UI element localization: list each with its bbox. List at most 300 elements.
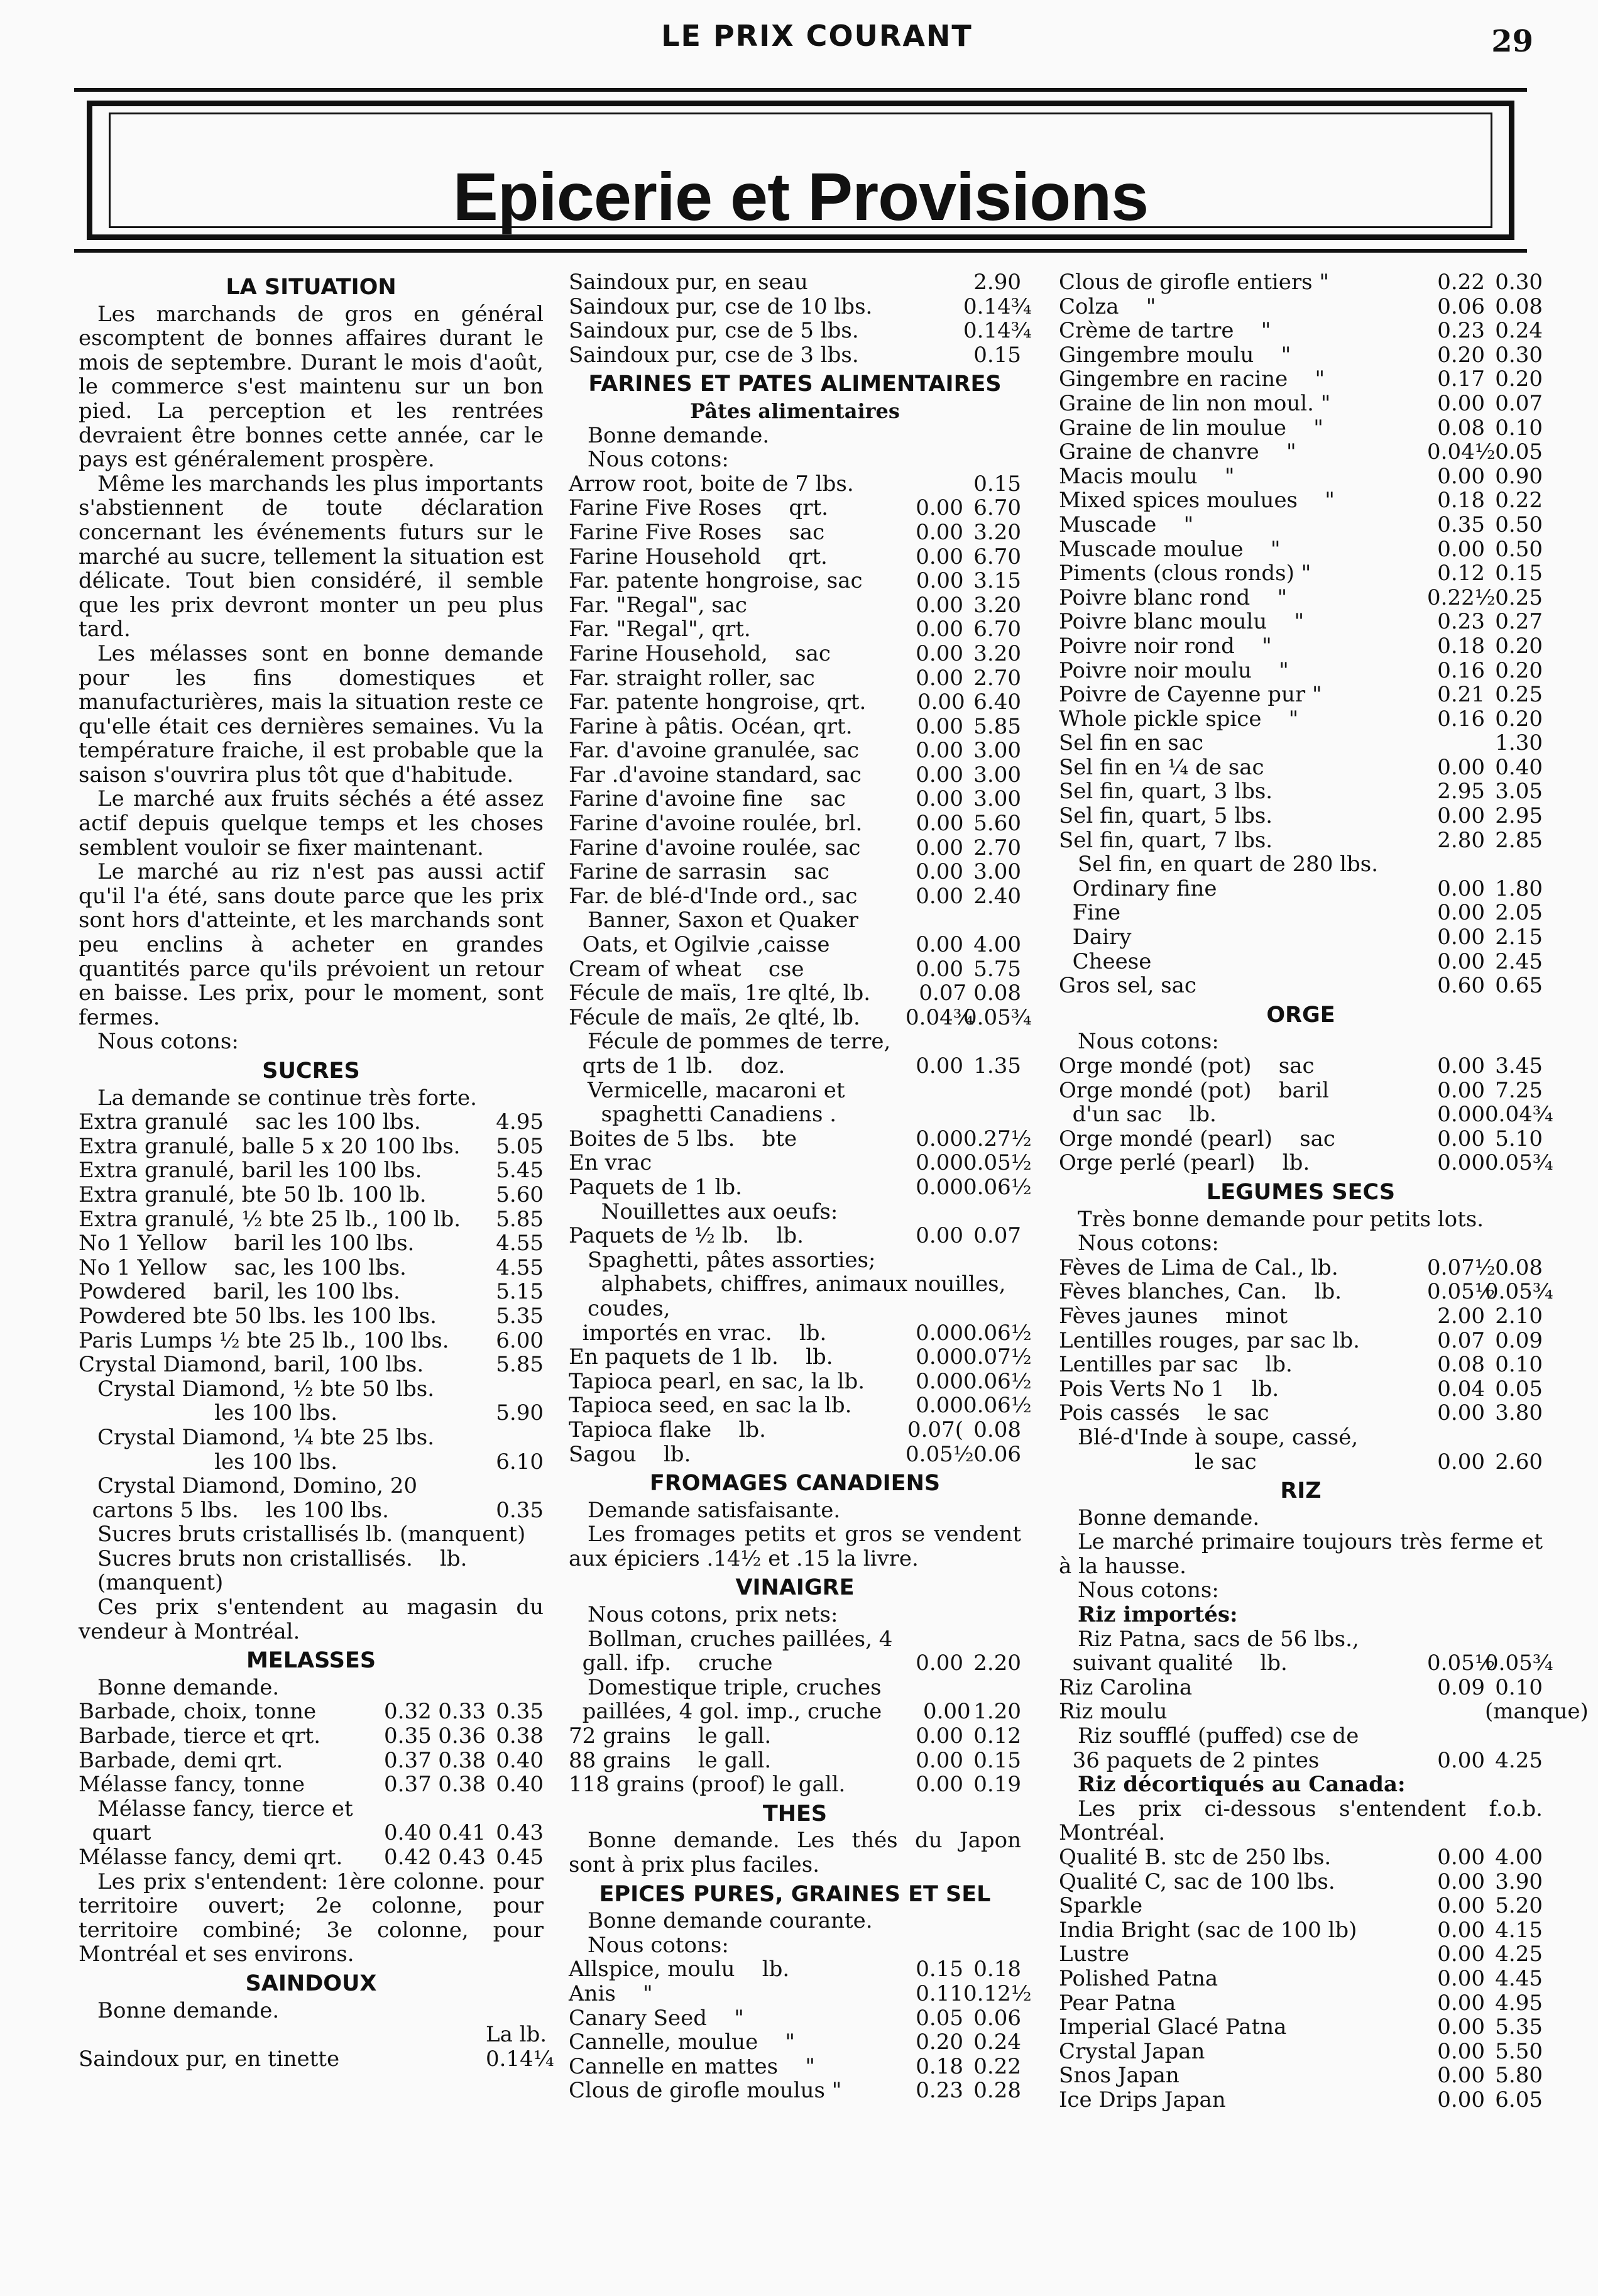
item-label: Ordinary fine xyxy=(1059,876,1217,901)
text-line: Nous cotons: xyxy=(588,1932,729,1958)
price-col-2: 0.00 xyxy=(916,1344,963,1370)
text-line: Crystal Diamond, ½ bte 50 lbs. xyxy=(97,1376,435,1402)
price-col-3: 3.05 xyxy=(1495,779,1543,805)
price-col-1: 0.40 xyxy=(384,1820,432,1846)
price-col-3: 0.27 xyxy=(1495,609,1543,635)
price-row xyxy=(79,1183,544,1207)
price-col-2: 0.07 xyxy=(919,980,967,1006)
price-col-1: 0.42 xyxy=(384,1845,432,1870)
price-col-2: 0.00 xyxy=(916,811,964,837)
price-row xyxy=(569,811,1021,836)
price-row xyxy=(1059,707,1543,732)
subheading-line: Riz décortiqués au Canada: xyxy=(1078,1772,1406,1798)
item-label: Sel fin, quart, 7 lbs. xyxy=(1059,827,1273,853)
price-col-3: 0.06½ xyxy=(963,1174,1032,1200)
price-col-3: 5.90 xyxy=(496,1400,544,1426)
price-col-2: 0.00 xyxy=(916,859,963,885)
price-row xyxy=(1059,1699,1589,1725)
text-line: Nouillettes aux oeufs: xyxy=(588,1199,838,1224)
price-row xyxy=(1059,416,1543,441)
price-row xyxy=(1059,2088,1543,2112)
price-row xyxy=(1059,2063,1543,2088)
price-col-2: 0.16 xyxy=(1437,706,1485,732)
price-col-2: 0.21 xyxy=(1437,682,1485,708)
text-line: Demande satisfaisante. xyxy=(588,1497,841,1523)
price-col-2: 0.00 xyxy=(1437,1917,1485,1943)
price-row xyxy=(79,1231,544,1256)
price-row xyxy=(1059,1329,1543,1353)
price-row xyxy=(1059,1150,1553,1176)
paragraph: Les prix s'entendent: 1ère colonne. pour territoire ouvert; 2e colonne, pour territoire combiné; 3e colonne, pour Montréal et ses environs. xyxy=(79,1869,544,1967)
price-col-2: 0.11 xyxy=(916,1980,963,2006)
price-col-3: 0.24 xyxy=(1495,318,1543,344)
item-label: Orge mondé (pot) sac xyxy=(1059,1053,1315,1079)
item-label: paillées, 4 gol. imp., cruche xyxy=(569,1699,882,1725)
price-col-2: 0.08 xyxy=(1437,415,1485,441)
item-label: Paquets de ½ lb. lb. xyxy=(569,1223,804,1249)
price-col-2: 0.43 xyxy=(438,1845,486,1870)
paragraph: Bonne demande. Les thés du Japon sont à prix plus faciles. xyxy=(569,1828,1021,1877)
item-label: importés en vrac. lb. xyxy=(569,1320,827,1346)
price-col-3: 6.10 xyxy=(496,1449,544,1475)
item-label: cartons 5 lbs. les 100 lbs. xyxy=(79,1497,389,1523)
item-label: suivant qualité lb. xyxy=(1059,1651,1288,1676)
text-line: Très bonne demande pour petits lots. xyxy=(1078,1206,1484,1232)
section-heading: LEGUMES SECS xyxy=(1206,1179,1396,1205)
price-row xyxy=(1059,1991,1543,2016)
price-row xyxy=(569,1700,1021,1724)
price-row xyxy=(1059,925,1543,950)
price-row xyxy=(569,1772,1021,1797)
price-col-2: 0.18 xyxy=(1437,488,1485,514)
price-row xyxy=(1059,295,1543,319)
price-col-3: 5.10 xyxy=(1495,1126,1543,1151)
price-col-3: 0.05¾ xyxy=(1485,1150,1553,1176)
price-col-2: 0.15 xyxy=(916,1957,963,1982)
price-row xyxy=(1059,440,1543,464)
price-row xyxy=(1059,392,1543,416)
item-label: India Bright (sac de 100 lb) xyxy=(1059,1917,1357,1943)
price-col-2: 0.00 xyxy=(916,883,963,909)
item-label: Fine xyxy=(1059,900,1121,926)
price-col-2: 0.00 xyxy=(916,617,963,642)
price-col-2: 0.00 xyxy=(1437,948,1485,974)
price-col-2: 0.33 xyxy=(438,1699,486,1725)
price-row xyxy=(79,1724,544,1749)
price-col-3: 0.15 xyxy=(973,342,1021,368)
price-col-3: 5.80 xyxy=(1495,2063,1543,2089)
item-label: gall. ifp. cruche xyxy=(569,1651,773,1676)
item-label: Allspice, moulu lb. xyxy=(569,1957,790,1982)
price-col-3: 0.10 xyxy=(1495,1674,1543,1700)
price-row xyxy=(569,1418,1021,1442)
price-col-3: 4.55 xyxy=(496,1231,544,1256)
price-row xyxy=(569,318,1032,344)
price-col-3: 0.15 xyxy=(973,471,1021,497)
price-row xyxy=(1059,1304,1543,1329)
price-col-3: 4.00 xyxy=(973,932,1021,958)
item-label: Extra granulé, ½ bte 25 lb., 100 lb. xyxy=(79,1206,461,1232)
price-row xyxy=(569,715,1021,739)
item-label: Fèves de Lima de Cal., lb. xyxy=(1059,1255,1338,1280)
item-label: Imperial Glacé Patna xyxy=(1059,2014,1287,2040)
item-label: Saindoux pur, en seau xyxy=(569,270,808,295)
price-row xyxy=(1059,1845,1543,1870)
price-col-3: 2.70 xyxy=(973,665,1021,691)
item-label: Riz Carolina xyxy=(1059,1674,1193,1700)
price-col-2: 0.05½ xyxy=(1427,1651,1496,1676)
item-label: No 1 Yellow baril les 100 lbs. xyxy=(79,1231,415,1256)
price-row xyxy=(1059,1377,1543,1402)
section-heading: FROMAGES CANADIENS xyxy=(649,1471,941,1497)
item-label: Saindoux pur, cse de 10 lbs. xyxy=(569,294,873,319)
item-label: Mélasse fancy, tonne xyxy=(79,1772,305,1798)
price-col-3: 0.05¾ xyxy=(1485,1279,1553,1305)
section-banner xyxy=(74,88,1527,253)
item-label: Poivre noir moulu " xyxy=(1059,657,1289,683)
price-row xyxy=(1059,1967,1543,1991)
price-row xyxy=(1059,610,1543,634)
price-col-3: 0.40 xyxy=(496,1772,544,1798)
price-col-2: 0.38 xyxy=(438,1772,486,1798)
price-col-3: 2.85 xyxy=(1495,827,1543,853)
price-col-2: 0.00 xyxy=(1437,1893,1485,1919)
price-col-3: 0.14¼ xyxy=(486,2046,554,2072)
price-row xyxy=(1059,367,1543,392)
item-label: Far. de blé-d'Inde ord., sac xyxy=(569,883,858,909)
price-col-3: 5.45 xyxy=(496,1158,544,1184)
price-col-3: 4.00 xyxy=(1495,1845,1543,1870)
item-label: Poivre de Cayenne pur " xyxy=(1059,682,1322,708)
price-col-3: 0.40 xyxy=(1495,754,1543,780)
price-col-3: 5.85 xyxy=(973,713,1021,739)
price-col-2: 0.00 xyxy=(917,689,965,715)
price-col-3: 3.00 xyxy=(973,738,1021,764)
price-row xyxy=(569,860,1021,884)
item-label: Far. straight roller, sac xyxy=(569,665,815,691)
price-row xyxy=(1059,659,1543,683)
price-row xyxy=(569,787,1021,811)
price-col-2: 0.00 xyxy=(1437,1990,1485,2016)
price-row xyxy=(569,1174,1032,1200)
price-col-3: 0.43 xyxy=(496,1820,544,1846)
item-label: Whole pickle spice " xyxy=(1059,706,1299,732)
price-row xyxy=(1059,586,1543,610)
price-col-2: 0.17 xyxy=(1437,366,1485,392)
price-col-2: 0.00 xyxy=(916,1772,963,1798)
price-row xyxy=(79,1353,544,1377)
price-col-2: 0.00 xyxy=(916,665,963,691)
text-line: spaghetti Canadiens . xyxy=(588,1102,837,1128)
item-label: quart xyxy=(79,1820,151,1846)
price-row xyxy=(79,1845,544,1870)
price-row xyxy=(1059,1256,1543,1280)
price-row xyxy=(1059,1651,1553,1676)
item-label: Farine Household qrt. xyxy=(569,544,828,569)
price-col-3: 0.06½ xyxy=(963,1320,1032,1346)
item-label: Mixed spices moulues " xyxy=(1059,488,1335,514)
text-line: Riz Patna, sacs de 56 lbs., xyxy=(1078,1626,1359,1652)
price-row xyxy=(569,690,1021,715)
price-col-3: 3.00 xyxy=(973,859,1021,885)
item-label: Fèves blanches, Can. lb. xyxy=(1059,1279,1342,1305)
price-col-3: La lb. xyxy=(486,2022,547,2048)
item-label: Farine Five Roses qrt. xyxy=(569,495,828,521)
price-col-3: 0.07 xyxy=(1495,390,1543,416)
item-label: Orge mondé (pearl) sac xyxy=(1059,1126,1335,1151)
item-label: le sac xyxy=(1059,1449,1257,1475)
price-col-2: 0.00 xyxy=(1437,754,1485,780)
price-row xyxy=(569,1442,1021,1467)
section-title: Epicerie et Provisions xyxy=(452,158,1149,234)
price-col-1: 0.32 xyxy=(384,1699,432,1725)
price-row xyxy=(1059,1102,1553,1128)
item-label: Oats, et Ogilvie ,caisse xyxy=(569,932,830,958)
price-col-3: 0.12 xyxy=(973,1723,1021,1749)
price-col-2: 0.00 xyxy=(1437,2014,1485,2040)
item-label: Orge mondé (pot) baril xyxy=(1059,1077,1329,1103)
section-heading: SUCRES xyxy=(262,1058,360,1084)
price-col-3: 0.14¾ xyxy=(963,294,1032,319)
price-col-2: 0.22 xyxy=(1437,270,1485,295)
item-label: Polished Patna xyxy=(1059,1965,1218,1991)
price-col-2: 0.05½ xyxy=(1427,1279,1496,1305)
text-line: Crystal Diamond, ¼ bte 25 lbs. xyxy=(97,1424,435,1450)
price-col-3: 2.40 xyxy=(973,883,1021,909)
price-col-2: 0.00 xyxy=(1437,1126,1485,1151)
price-col-3: 0.08 xyxy=(973,1417,1021,1442)
price-col-3: 0.14¾ xyxy=(963,318,1032,344)
price-col-2: 0.00 xyxy=(1437,1845,1485,1870)
price-col-2: 0.00 xyxy=(1437,876,1485,901)
price-row xyxy=(1059,634,1543,659)
item-label: Farine à pâtis. Océan, qrt. xyxy=(569,713,853,739)
price-col-3: 0.18 xyxy=(973,1957,1021,1982)
price-col-2: 0.00 xyxy=(916,1174,963,1200)
price-col-2: 0.23 xyxy=(916,2078,963,2104)
price-row xyxy=(569,1368,1032,1394)
price-col-2: 0.00 xyxy=(916,1393,963,1419)
page-number: 29 xyxy=(1491,24,1533,59)
price-col-2: 0.07( xyxy=(907,1417,963,1442)
item-label: Pois Verts No 1 lb. xyxy=(1059,1376,1279,1402)
item-label: Anis " xyxy=(569,1980,653,2006)
item-label: Far .d'avoine standard, sac xyxy=(569,762,862,788)
price-col-3: 0.30 xyxy=(1495,342,1543,368)
price-col-3: 5.60 xyxy=(496,1182,544,1207)
price-col-2: 0.00 xyxy=(1437,2087,1485,2112)
price-col-2: 0.00 xyxy=(1437,1449,1485,1475)
price-col-2: 0.00 xyxy=(916,1126,963,1151)
price-col-3: 4.95 xyxy=(496,1109,544,1135)
price-col-2: 2.00 xyxy=(1437,1303,1485,1329)
item-label: 72 grains le gall. xyxy=(569,1723,772,1749)
price-col-3: 0.06½ xyxy=(963,1393,1032,1419)
price-row xyxy=(1059,828,1543,853)
price-col-2: 0.04½ xyxy=(1427,439,1496,465)
item-label: Fécule de maïs, 2e qlté, lb. xyxy=(569,1004,860,1030)
price-col-2: 0.04¾ xyxy=(906,1004,974,1030)
item-label: Farine d'avoine roulée, sac xyxy=(569,835,861,860)
column-middle xyxy=(569,270,1032,2104)
paragraph: Le marché primaire toujours très ferme et à la hausse. xyxy=(1059,1529,1543,1579)
item-label: Powdered bte 50 lbs. les 100 lbs. xyxy=(79,1303,437,1329)
price-col-3: 2.70 xyxy=(973,835,1021,860)
item-label: Clous de girofle entiers " xyxy=(1059,270,1329,295)
price-col-2: 0.00 xyxy=(1437,463,1485,489)
price-row xyxy=(569,739,1021,763)
item-label: Cannelle en mattes " xyxy=(569,2053,815,2079)
price-col-2: 0.00 xyxy=(1437,1965,1485,1991)
item-label: Saindoux pur, cse de 5 lbs. xyxy=(569,318,859,344)
price-col-3: (manque) xyxy=(1485,1699,1589,1725)
price-row xyxy=(569,2079,1021,2103)
item-label: Mélasse fancy, demi qrt. xyxy=(79,1845,343,1870)
price-col-3: 2.90 xyxy=(973,270,1021,295)
item-label: Tapioca flake lb. xyxy=(569,1417,766,1442)
text-line: Nous cotons: xyxy=(588,447,729,473)
price-row xyxy=(1059,2015,1543,2040)
price-col-2: 0.00 xyxy=(1437,1053,1485,1079)
price-col-3: 5.85 xyxy=(496,1352,544,1378)
price-row xyxy=(1059,779,1543,804)
text-line: Sucres bruts cristallisés lb. (manquent) xyxy=(97,1522,526,1547)
price-col-3: 0.20 xyxy=(1495,706,1543,732)
price-col-3: 0.05¾ xyxy=(1485,1651,1553,1676)
text-line: Bonne demande. xyxy=(97,1997,280,2023)
price-col-1: 0.35 xyxy=(384,1723,432,1749)
item-label: Tapioca seed, en sac la lb. xyxy=(569,1393,852,1419)
price-row xyxy=(1059,1749,1543,1773)
item-label: Piments (clous ronds) " xyxy=(1059,561,1311,586)
price-col-3: 0.90 xyxy=(1495,463,1543,489)
price-row xyxy=(569,1224,1021,1248)
price-col-2: 0.00 xyxy=(916,713,963,739)
item-label: Lentilles rouges, par sac lb. xyxy=(1059,1327,1360,1353)
price-col-2: 0.00 xyxy=(916,640,963,666)
price-col-3: 1.20 xyxy=(973,1699,1021,1725)
price-col-3: 0.10 xyxy=(1495,415,1543,441)
item-label: Gingembre en racine " xyxy=(1059,366,1325,392)
price-col-2: 0.00 xyxy=(916,1320,963,1346)
price-col-2: 0.23 xyxy=(1437,609,1485,635)
section-heading: MELASSES xyxy=(246,1648,376,1674)
price-col-2: 0.12 xyxy=(1437,561,1485,586)
page-header xyxy=(0,0,1598,82)
price-col-3: 1.35 xyxy=(973,1053,1021,1079)
price-col-2: 0.09 xyxy=(1437,1674,1485,1700)
price-col-2: 0.00 xyxy=(1437,2063,1485,2089)
price-row xyxy=(569,1651,1021,1676)
price-col-2: 0.00 xyxy=(916,568,964,594)
price-col-3: 2.45 xyxy=(1495,948,1543,974)
item-label: Barbade, choix, tonne xyxy=(79,1699,317,1725)
price-col-3: 4.25 xyxy=(1495,1942,1543,1967)
price-row xyxy=(1059,513,1543,537)
price-row xyxy=(569,520,1021,545)
price-row xyxy=(569,981,1021,1006)
price-col-2: 0.05½ xyxy=(906,1441,974,1467)
price-row xyxy=(79,1498,544,1523)
section-heading: EPICES PURES, GRAINES ET SEL xyxy=(599,1881,991,1907)
price-col-3: 0.28 xyxy=(973,2078,1021,2104)
text-line: Bonne demande. xyxy=(1078,1505,1260,1530)
price-col-2: 0.00 xyxy=(1437,536,1485,562)
price-col-3: 0.20 xyxy=(1495,633,1543,659)
price-col-3: 0.45 xyxy=(496,1845,544,1870)
item-label: Sel fin, quart, 3 lbs. xyxy=(1059,779,1273,805)
price-col-3: 6.05 xyxy=(1495,2087,1543,2112)
price-col-2: 0.04 xyxy=(1437,1376,1485,1402)
price-col-3: 4.15 xyxy=(1495,1917,1543,1943)
price-col-3: 5.15 xyxy=(496,1279,544,1305)
item-label: Far. patente hongroise, sac xyxy=(569,568,863,594)
price-row xyxy=(569,545,1021,569)
text-line: Bollman, cruches paillées, 4 xyxy=(588,1626,893,1652)
price-col-3: 0.35 xyxy=(496,1497,544,1523)
price-row xyxy=(79,1110,544,1134)
price-col-2: 0.00 xyxy=(916,1747,963,1773)
item-label: les 100 lbs. xyxy=(79,1400,338,1426)
price-row xyxy=(569,1957,1021,1982)
price-row xyxy=(1059,950,1543,974)
price-col-2: 0.22½ xyxy=(1427,585,1496,610)
price-col-2: 0.00 xyxy=(916,835,963,860)
price-row xyxy=(79,1401,544,1425)
price-row xyxy=(1059,537,1543,562)
item-label: Crystal Diamond, baril, 100 lbs. xyxy=(79,1352,424,1378)
item-label: Colza " xyxy=(1059,294,1156,319)
price-col-2: 0.00 xyxy=(916,1053,963,1079)
price-col-3: 0.20 xyxy=(1495,657,1543,683)
price-row xyxy=(79,1821,544,1845)
item-label: Farine d'avoine fine sac xyxy=(569,786,846,812)
price-col-2: 0.00 xyxy=(916,519,963,545)
price-col-3: 3.45 xyxy=(1495,1053,1543,1079)
price-col-3: 0.50 xyxy=(1495,536,1543,562)
price-col-2: 0.00 xyxy=(1437,1102,1485,1128)
price-row xyxy=(79,1700,544,1724)
item-label: Cream of wheat cse xyxy=(569,956,804,982)
price-col-2: 2.95 xyxy=(1437,779,1485,805)
text-line: Nous cotons, prix nets: xyxy=(588,1602,838,1628)
price-row xyxy=(569,666,1021,691)
price-col-3: 0.04¾ xyxy=(1485,1102,1553,1128)
item-label: Graine de chanvre " xyxy=(1059,439,1296,465)
price-col-2: 0.07½ xyxy=(1427,1255,1496,1280)
item-label: Gingembre moulu " xyxy=(1059,342,1291,368)
price-row xyxy=(569,2055,1021,2079)
item-label: En vrac xyxy=(569,1150,652,1176)
text-line: alphabets, chiffres, animaux nouilles, coudes, xyxy=(588,1272,1013,1321)
price-col-2: 0.36 xyxy=(438,1723,486,1749)
price-col-2: 0.00 xyxy=(1437,1400,1485,1426)
price-col-3: 5.35 xyxy=(1495,2014,1543,2040)
price-col-1: 0.37 xyxy=(384,1747,432,1773)
price-col-3: 0.22 xyxy=(973,2053,1021,2079)
price-col-3: 0.10 xyxy=(1495,1352,1543,1378)
price-col-3: 5.50 xyxy=(1495,2038,1543,2064)
price-col-3: 0.27½ xyxy=(963,1126,1032,1151)
price-row xyxy=(1059,755,1543,780)
price-row xyxy=(1059,561,1543,586)
text-line: Nous cotons: xyxy=(1078,1231,1219,1256)
paragraph: Même les marchands les plus importants s'abstiennent de toute déclaration concernant les événements futurs sur le marché au sucre, tellement la situation est délicate. Tout bien considéré, il semble que les prix devront monter un peu plus tard. xyxy=(79,471,544,642)
price-col-3: 6.70 xyxy=(973,617,1021,642)
item-label: qrts de 1 lb. doz. xyxy=(569,1053,785,1079)
item-label: Graine de lin non moul. " xyxy=(1059,390,1331,416)
item-label: Barbade, demi qrt. xyxy=(79,1747,283,1773)
